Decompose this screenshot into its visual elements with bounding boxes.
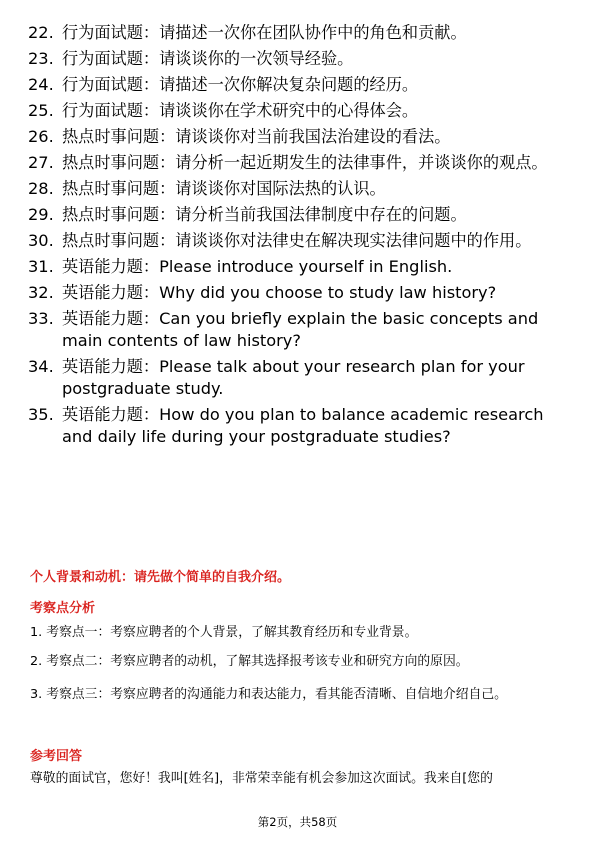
item-number: 31. [28, 257, 54, 276]
list-item [0, 204, 595, 226]
item-number: 25. [28, 101, 54, 120]
item-number: 24. [28, 75, 54, 94]
item-number: 26. [28, 127, 54, 146]
list-item [0, 282, 595, 304]
item-number: 35. [28, 405, 54, 424]
answer-text: 尊敬的面试官，您好！我叫[姓名]，非常荣幸能有机会参加这次面试。我来自[您的 [30, 771, 493, 786]
list-item [0, 100, 595, 122]
item-text: 热点时事问题：请谈谈你对国际法热的认识。 [62, 179, 386, 198]
item-text: 英语能力题：Can you briefly explain the basic concepts and main contents of law history? [62, 309, 539, 350]
list-item [0, 308, 595, 352]
item-text: 英语能力题：Please introduce yourself in English. [62, 257, 453, 276]
list-item [0, 356, 595, 400]
item-text: 行为面试题：请描述一次你解决复杂问题的经历。 [62, 75, 419, 94]
list-item [0, 152, 595, 174]
item-text: 英语能力题：Why did you choose to study law history? [62, 283, 497, 302]
analysis-item-1: 1. 考察点一：考察应聘者的个人背景，了解其教育经历和专业背景。 [30, 625, 418, 640]
item-text: 热点时事问题：请分析当前我国法律制度中存在的问题。 [62, 205, 467, 224]
item-number: 22. [28, 23, 54, 42]
item-number: 23. [28, 49, 54, 68]
analysis-heading: 考察点分析 [30, 601, 96, 616]
list-item [0, 256, 595, 278]
item-text: 行为面试题：请描述一次你在团队协作中的角色和贡献。 [62, 23, 467, 42]
item-number: 27. [28, 153, 54, 172]
list-item [0, 126, 595, 148]
list-item [0, 404, 595, 448]
section-title-background: 个人背景和动机：请先做个简单的自我介绍。 [30, 570, 291, 585]
analysis-item-2: 2. 考察点二：考察应聘者的动机，了解其选择报考该专业和研究方向的原因。 [30, 654, 469, 669]
list-item [0, 48, 595, 70]
item-text: 热点时事问题：请谈谈你对当前我国法治建设的看法。 [62, 127, 451, 146]
list-item [0, 178, 595, 200]
list-item [0, 230, 595, 252]
item-number: 34. [28, 357, 54, 376]
list-item [0, 22, 595, 44]
page-footer: 第2页，共58页 [257, 815, 338, 829]
item-number: 33. [28, 309, 54, 328]
item-text: 行为面试题：请谈谈你的一次领导经验。 [62, 49, 354, 68]
item-text: 行为面试题：请谈谈你在学术研究中的心得体会。 [62, 101, 419, 120]
item-number: 30. [28, 231, 54, 250]
item-number: 29. [28, 205, 54, 224]
analysis-item-3: 3. 考察点三：考察应聘者的沟通能力和表达能力，看其能否清晰、自信地介绍自己。 [30, 687, 507, 702]
question-list [0, 22, 595, 452]
item-text: 英语能力题：Please talk about your research plan for your postgraduate study. [62, 357, 525, 398]
item-text: 热点时事问题：请谈谈你对法律史在解决现实法律问题中的作用。 [62, 231, 532, 250]
item-text: 英语能力题：How do you plan to balance academic research and daily life during your postgraduate studies? [62, 405, 544, 446]
answer-heading: 参考回答 [30, 749, 83, 764]
list-item [0, 74, 595, 96]
item-text: 热点时事问题：请分析一起近期发生的法律事件，并谈谈你的观点。 [62, 153, 548, 172]
item-number: 28. [28, 179, 54, 198]
item-number: 32. [28, 283, 54, 302]
